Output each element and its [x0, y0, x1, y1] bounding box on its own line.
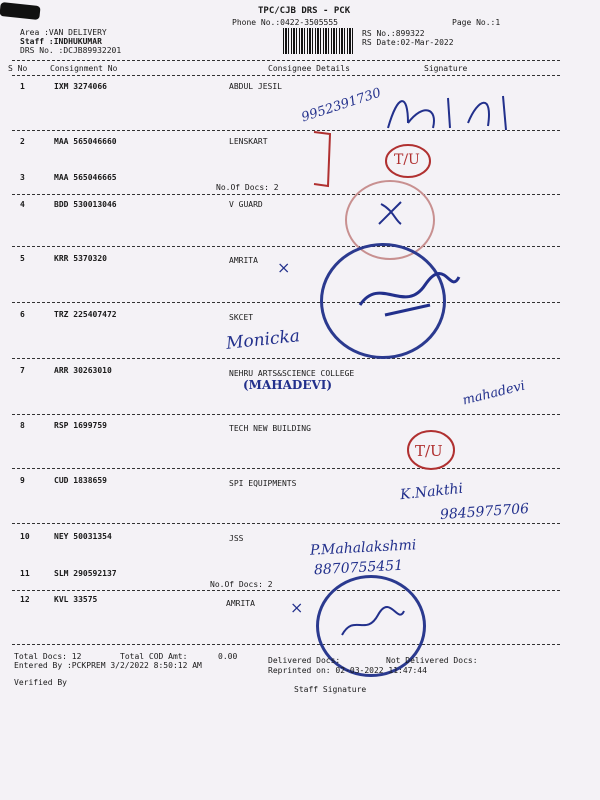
rs-date: RS Date:02-Mar-2022	[362, 38, 454, 47]
row-consignment: KRR 5370320	[54, 254, 107, 263]
row-consignee: SKCET	[229, 313, 254, 322]
row-consignee: JSS	[229, 534, 244, 543]
row-sno: 6	[20, 310, 25, 319]
signature-scribble	[375, 198, 407, 228]
page-number: Page No.:1	[452, 18, 501, 27]
row-consignee: LENSKART	[229, 137, 268, 146]
row-sno: 4	[20, 200, 25, 209]
tu-mark: T/U	[394, 152, 420, 168]
total-cod-label: Total COD Amt:	[120, 652, 188, 661]
handwritten-name: K.Nakthi	[399, 480, 464, 504]
total-docs: Total Docs: 12	[14, 652, 82, 661]
row-sno: 7	[20, 366, 25, 375]
row-sno: 8	[20, 421, 25, 430]
tu-circle	[383, 142, 433, 180]
row-consignment: IXM 3274066	[54, 82, 107, 91]
tick-mark: ×	[277, 258, 291, 277]
row-sno: 1	[20, 82, 25, 91]
row-note: No.Of Docs: 2	[216, 183, 279, 192]
bracket-mark	[308, 128, 338, 190]
row-consignment: RSP 1699759	[54, 421, 107, 430]
row-sno: 9	[20, 476, 25, 485]
row-consignment: KVL 33575	[54, 595, 98, 604]
row-consignee: SPI EQUIPMENTS	[229, 479, 297, 488]
signature-scribble	[338, 605, 408, 645]
handwritten-phone: 8870755451	[313, 557, 404, 579]
handwritten-name: P.Mahalakshmi	[309, 537, 417, 559]
row-note: No.Of Docs: 2	[210, 580, 273, 589]
drs-number: DRS No. :DCJB89932201	[20, 46, 122, 55]
row-consignment: SLM 290592137	[54, 569, 117, 578]
tu-mark: T/U	[415, 442, 443, 460]
row-sno: 11	[20, 569, 30, 578]
row-consignment: TRZ 225407472	[54, 310, 117, 319]
phone-number: Phone No.:0422-3505555	[232, 18, 338, 27]
rs-number: RS No.:899322	[362, 29, 425, 38]
row-consignment: CUD 1838659	[54, 476, 107, 485]
total-cod-value: 0.00	[218, 652, 238, 661]
row-sno: 10	[20, 532, 30, 541]
handwritten-name: Monicka	[225, 326, 301, 354]
row-consignee: TECH NEW BUILDING	[229, 424, 311, 433]
entered-by: Entered By :PCKPREM 3/2/2022 8:50:12 AM	[14, 661, 202, 670]
verified-by: Verified By	[14, 678, 67, 687]
barcode	[283, 28, 355, 54]
staff-signature: Staff Signature	[294, 685, 367, 694]
signature-scribble	[355, 265, 465, 325]
row-sno: 3	[20, 173, 25, 182]
column-sno: S No	[8, 64, 28, 73]
reprinted-on: Reprinted on: 02-03-2022 11:47:44	[268, 666, 427, 675]
row-consignee: AMRITA	[229, 256, 258, 265]
row-consignment: ARR 30263010	[54, 366, 112, 375]
delivered-docs: Delivered Docs:	[268, 656, 341, 665]
row-consignment: MAA 565046660	[54, 137, 117, 146]
row-consignee: V GUARD	[229, 200, 263, 209]
tick-mark: ×	[290, 598, 304, 617]
row-sno: 12	[20, 595, 30, 604]
row-consignee: NEHRU ARTS&SCIENCE COLLEGE	[229, 369, 355, 378]
staff-field: Staff :INDHUKUMAR	[20, 37, 102, 46]
signature-scribble	[378, 88, 528, 138]
column-consignment: Consignment No	[50, 64, 118, 73]
handwritten-phone: 9845975706	[439, 500, 530, 524]
tu-circle	[405, 428, 457, 472]
area-field: Area :VAN DELIVERY	[20, 28, 107, 37]
document-title: TPC/CJB DRS - PCK	[258, 6, 351, 16]
row-consignee: AMRITA	[226, 599, 255, 608]
row-consignment: BDD 530013046	[54, 200, 117, 209]
row-sno: 5	[20, 254, 25, 263]
corner-mark	[0, 2, 41, 20]
column-signature: Signature	[424, 64, 468, 73]
column-consignee: Consignee Details	[268, 64, 350, 73]
row-sno: 2	[20, 137, 25, 146]
row-consignment: MAA 565046665	[54, 173, 117, 182]
not-delivered-docs: Not Delivered Docs:	[386, 656, 478, 665]
handwritten-name: (MAHADEVI)	[243, 378, 333, 392]
handwritten-phone: 9952391730	[299, 85, 384, 126]
row-consignee: ABDUL JESIL	[229, 82, 282, 91]
row-consignment: NEY 50031354	[54, 532, 112, 541]
handwritten-name: mahadevi	[461, 378, 527, 409]
